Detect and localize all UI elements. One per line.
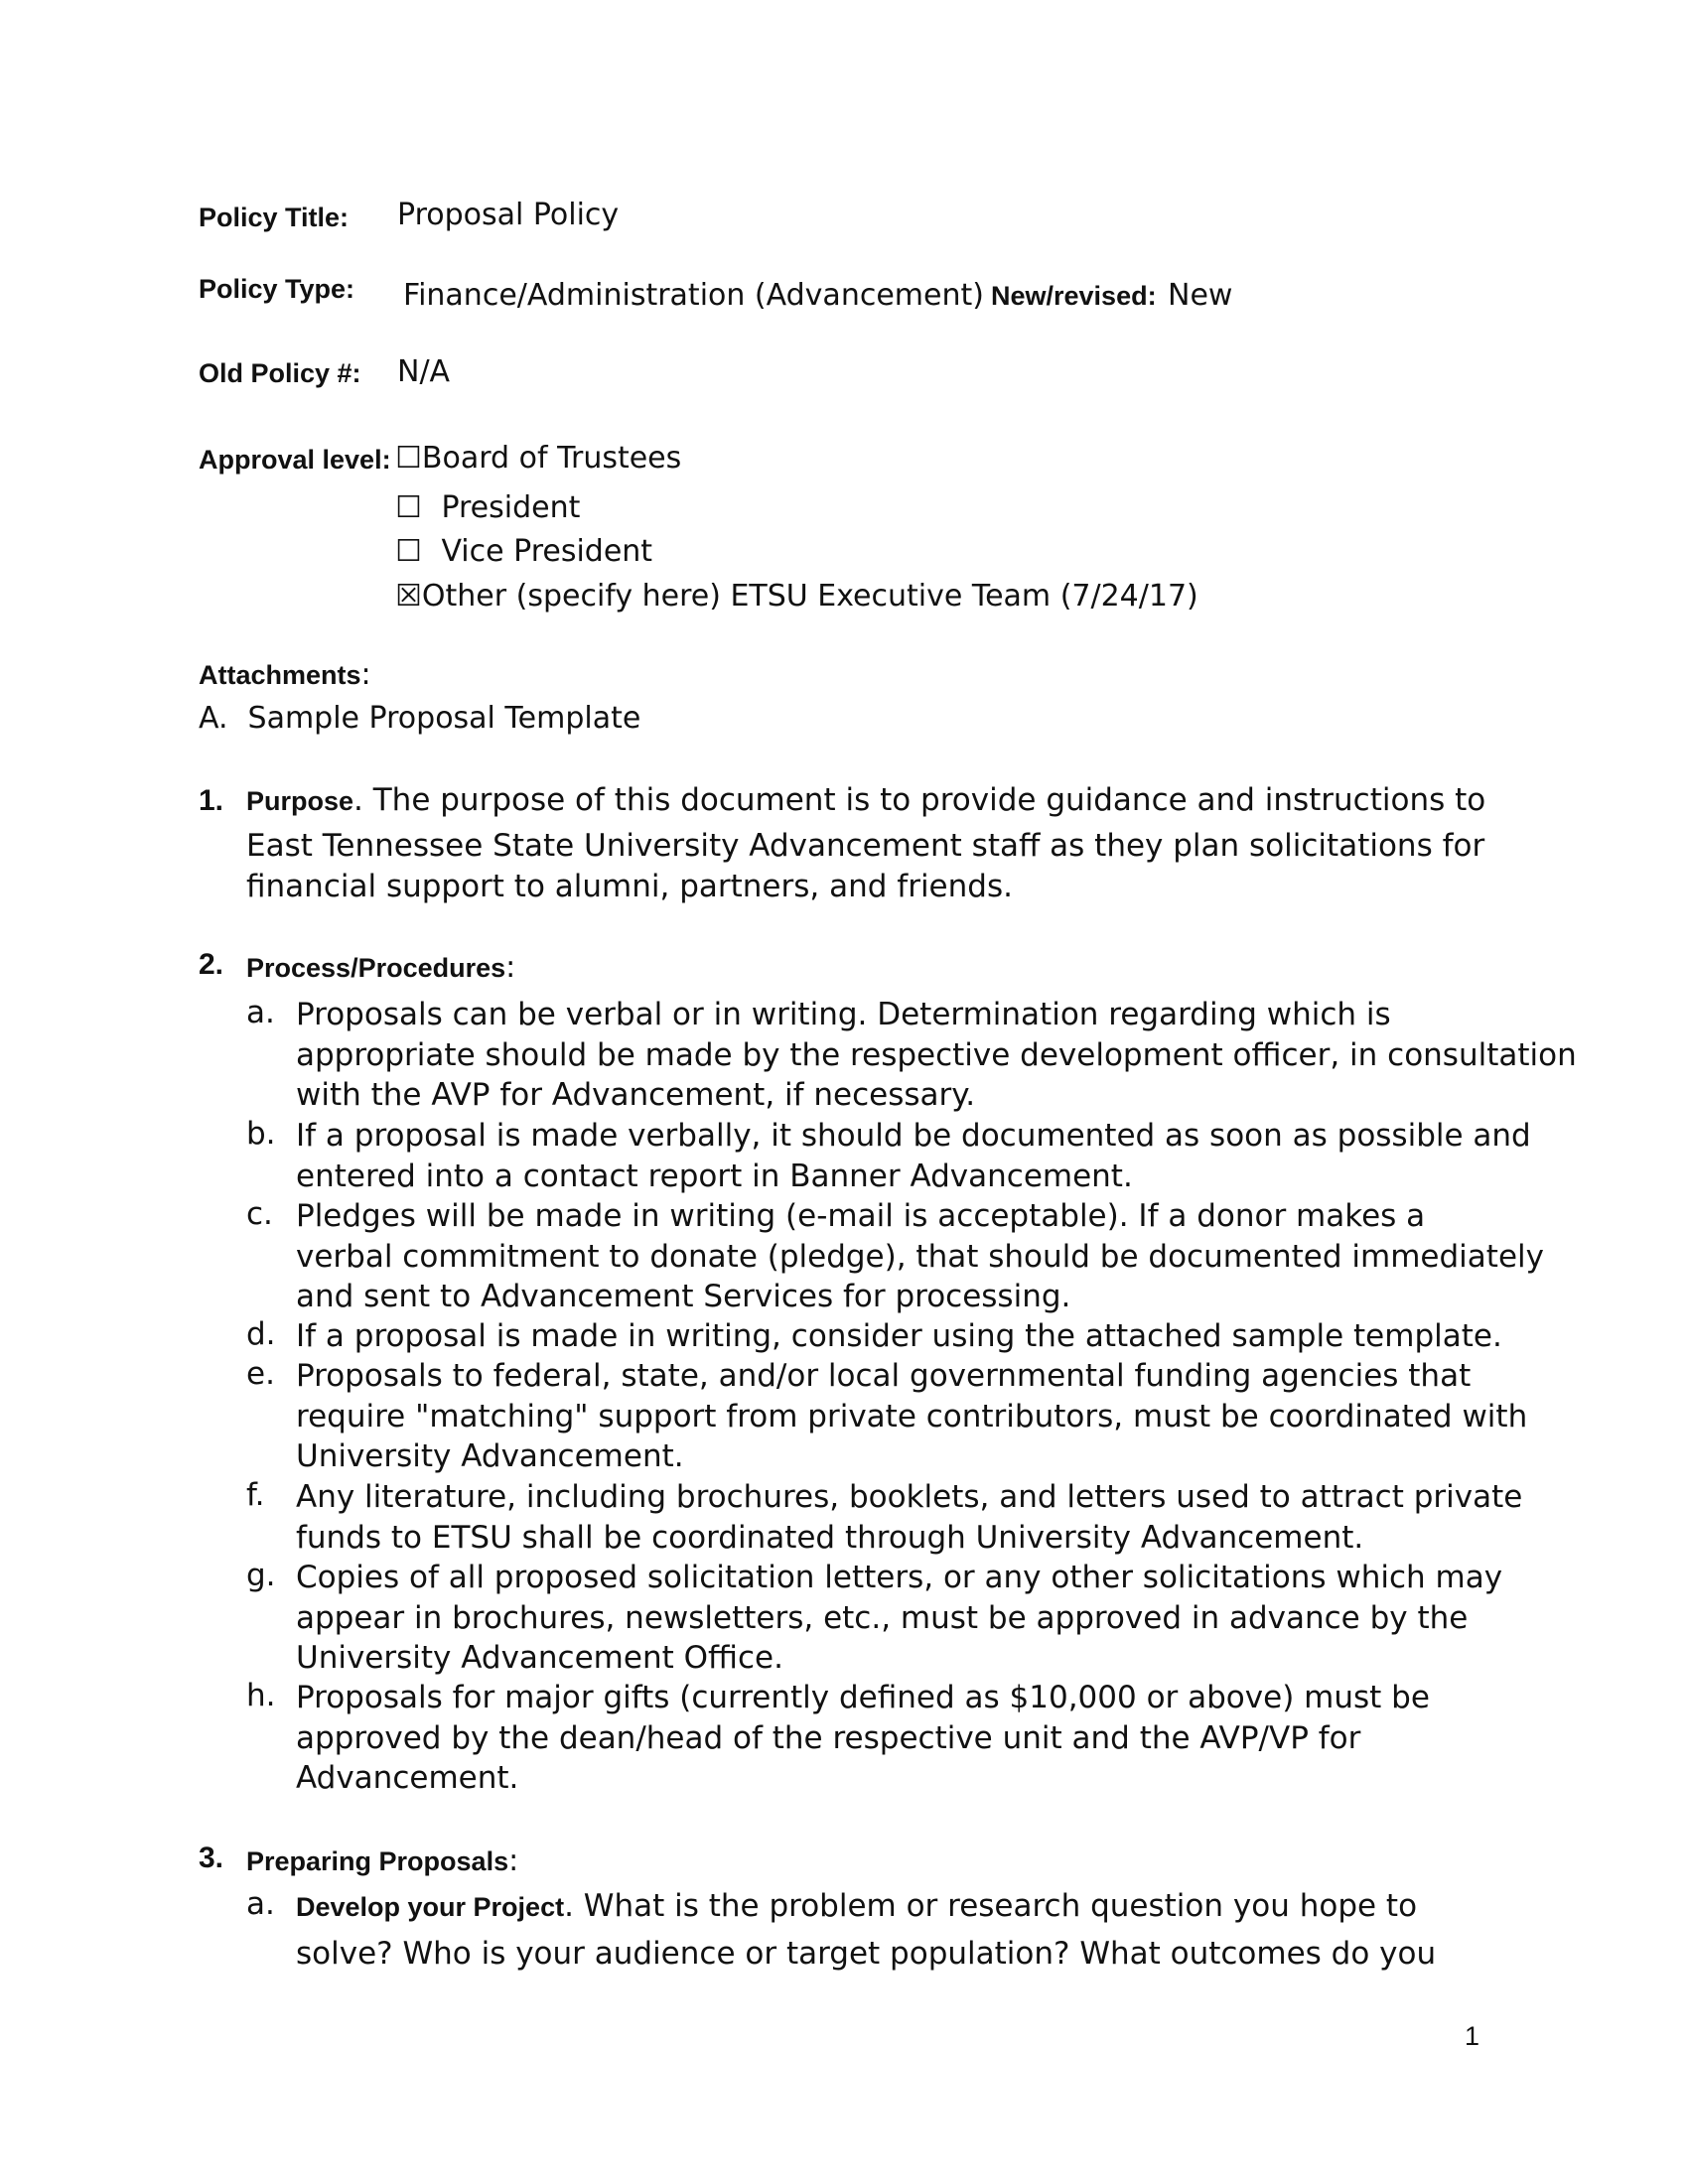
- list-item: Proposals can be verbal or in writing. Determination regarding which is appropriate should be made by the respective development officer, in consultation with the AVP for Advancement, if necessary.: [296, 997, 1577, 1113]
- policy-type-label: Policy Type:: [199, 274, 355, 304]
- approval-option-label: Board of Trustees: [421, 441, 682, 476]
- page-number: 1: [1465, 2021, 1480, 2051]
- checkbox-unchecked-icon: ☐: [395, 490, 422, 525]
- policy-type-value: Finance/Administration (Advancement): [403, 278, 984, 313]
- section-heading: Preparing Proposals:: [246, 1843, 519, 1878]
- approval-option-president: [395, 490, 580, 525]
- list-item: Proposals to federal, state, and/or local governmental funding agencies that require "matching" support from private contributors, must be coordinated with University Advancement.: [296, 1358, 1528, 1474]
- section-heading: Process/Procedures:: [246, 950, 516, 985]
- section-title: Process/Procedures: [246, 953, 506, 983]
- section-number: 2.: [199, 948, 224, 981]
- new-revised-label: New/revised:: [991, 281, 1157, 311]
- approval-option-board: [395, 441, 681, 476]
- list-letter: a.: [246, 1886, 275, 1922]
- approval-option-vice-president: [395, 534, 652, 569]
- old-policy-label: Old Policy #:: [199, 358, 361, 388]
- list-item: If a proposal is made in writing, consider using the attached sample template.: [296, 1318, 1502, 1354]
- purpose-line: East Tennessee State University Advancement staff as they plan solicitations for: [246, 828, 1485, 864]
- new-revised-value: New: [1168, 278, 1233, 313]
- list-letter: b.: [246, 1116, 276, 1152]
- approval-level-label: Approval level:: [199, 445, 391, 475]
- list-letter: f.: [246, 1477, 265, 1513]
- list-item: Develop your Project. What is the problem or research question you hope to: [296, 1888, 1418, 1924]
- item-bold-title: Develop your Project: [296, 1892, 565, 1922]
- approval-option-label: Other (specify here) ETSU Executive Team (7/24/17): [421, 579, 1198, 614]
- list-letter: c.: [246, 1196, 273, 1232]
- list-letter: h.: [246, 1678, 276, 1713]
- list-item: Copies of all proposed solicitation letters, or any other solicitations which may appear in brochures, newsletters, etc., must be approved in advance by the University Advancement Office.: [296, 1560, 1503, 1676]
- section-title: Purpose: [246, 786, 354, 816]
- approval-option-label: President: [431, 490, 581, 525]
- attachments-heading: Attachments:: [199, 657, 371, 692]
- list-item-continuation: solve? Who is your audience or target population? What outcomes do you: [296, 1936, 1437, 1972]
- list-letter: d.: [246, 1316, 276, 1352]
- list-letter: g.: [246, 1558, 276, 1593]
- section-title: Preparing Proposals: [246, 1846, 509, 1876]
- checkbox-unchecked-icon: ☐: [395, 441, 422, 476]
- purpose-line: financial support to alumni, partners, and friends.: [246, 869, 1013, 904]
- list-item: Proposals for major gifts (currently defined as $10,000 or above) must be approved by the dean/head of the respective unit and the AVP/VP for Advancement.: [296, 1680, 1430, 1796]
- attachment-item: A. Sample Proposal Template: [199, 701, 641, 736]
- list-item: Any literature, including brochures, booklets, and letters used to attract private funds to ETSU shall be coordinated through University Advancement.: [296, 1479, 1523, 1556]
- list-item: If a proposal is made verbally, it should be documented as soon as possible and entered into a contact report in Banner Advancement.: [296, 1118, 1531, 1194]
- purpose-line: Purpose. The purpose of this document is to provide guidance and instructions to: [246, 782, 1486, 818]
- old-policy-value: N/A: [397, 354, 451, 389]
- section-number: 3.: [199, 1842, 224, 1874]
- list-letter: a.: [246, 995, 275, 1030]
- approval-option-label: Vice President: [431, 534, 653, 569]
- policy-title-value: Proposal Policy: [397, 198, 620, 232]
- list-letter: e.: [246, 1356, 275, 1392]
- approval-option-other: [395, 579, 1198, 614]
- policy-title-label: Policy Title:: [199, 203, 350, 232]
- list-item: Pledges will be made in writing (e-mail is acceptable). If a donor makes a verbal commitment to donate (pledge), that should be documented immediately and sent to Advancement Services for processing.: [296, 1198, 1544, 1314]
- checkbox-unchecked-icon: ☐: [395, 534, 422, 569]
- checkbox-checked-icon: ☒: [395, 579, 422, 614]
- section-number: 1.: [199, 784, 224, 817]
